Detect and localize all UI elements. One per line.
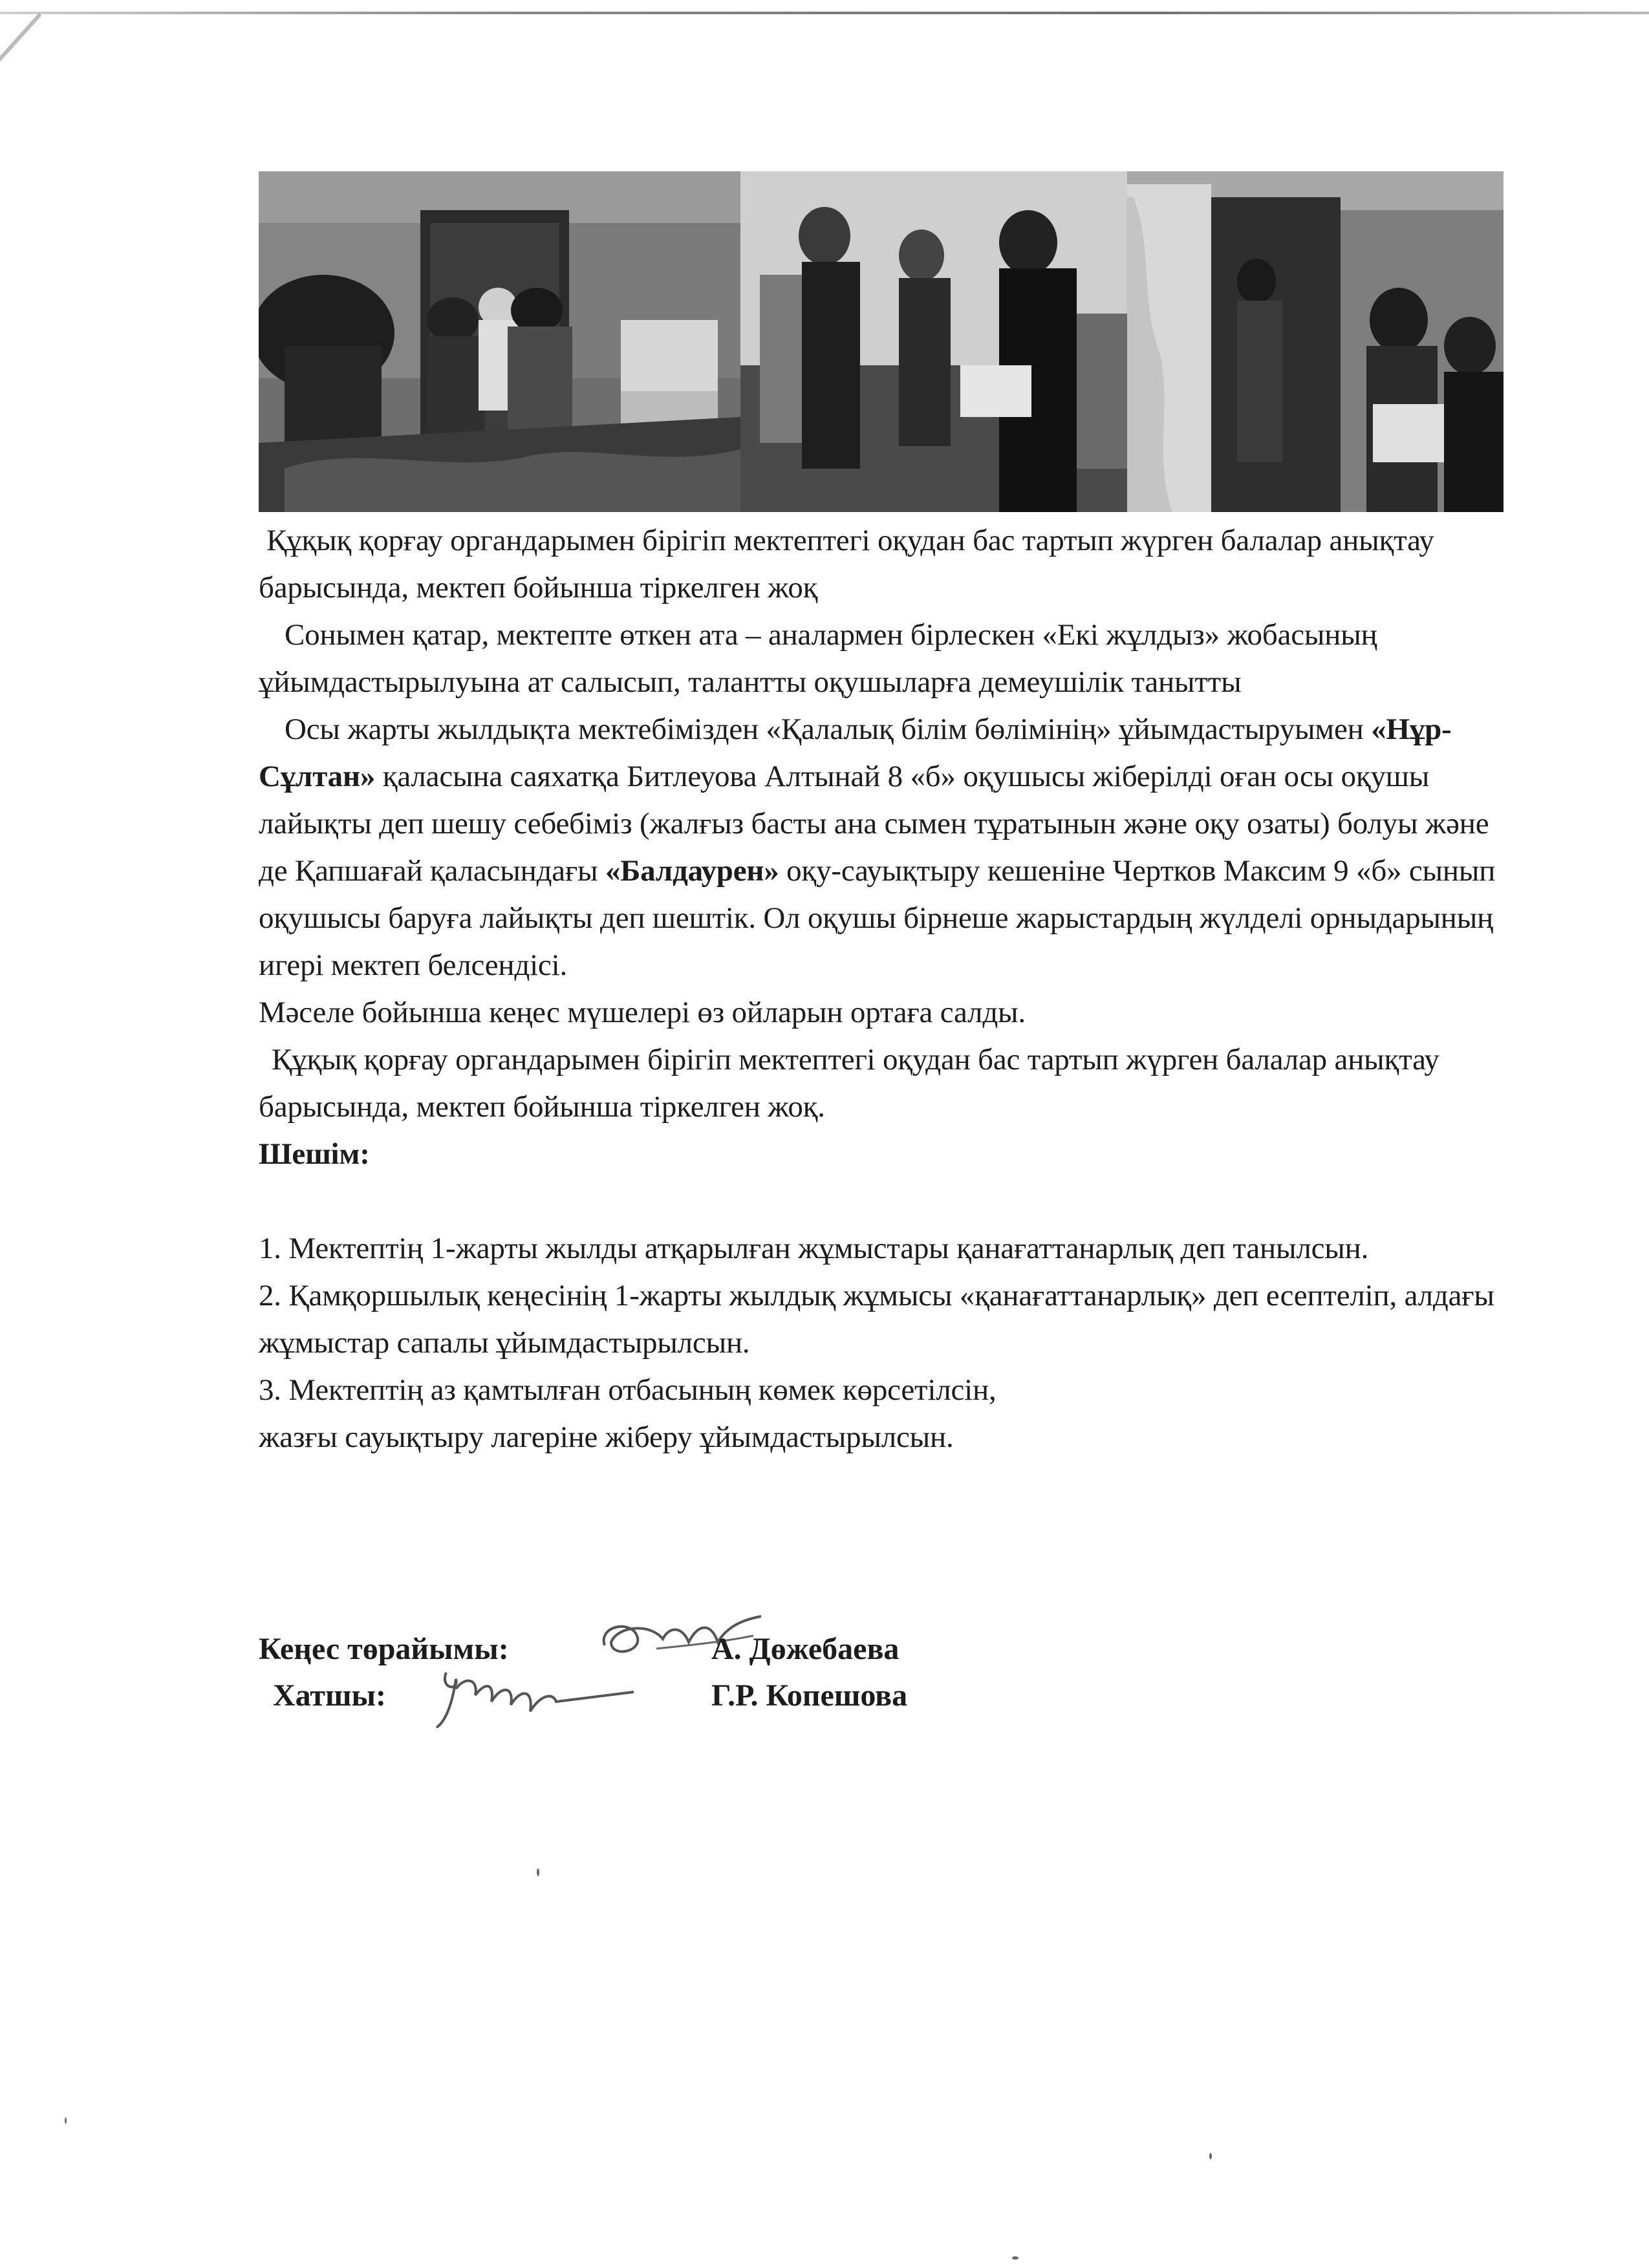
signature-block (259, 1626, 1164, 1719)
trip-text-part1: Осы жарты жылдықта мектебімізден «Қалалық білім бөлімінің» ұйымдастыруымен (285, 712, 1372, 746)
home-visit-photo-3 (1127, 171, 1503, 512)
paragraph-council-opinions: Мәселе бойынша кеңес мүшелері өз ойларын ортаға салды. (259, 996, 1026, 1029)
decision-heading: Шешім: (259, 1137, 370, 1171)
secretary-name: Г.Р. Копешова (711, 1678, 908, 1713)
paragraph-trip (259, 706, 1513, 989)
decision-item: 3. Мектептің аз қамтылған отбасының көмек көрсетілсін, (259, 1373, 997, 1407)
trip-city-name: «Нұр-Сұлтан» (259, 712, 1452, 793)
trip-camp-name: «Балдаурен» (605, 854, 779, 888)
decision-item: 2. Қамқоршылық кеңесінің 1-жарты жылдық жұмысы «қанағаттанарлық» деп есептеліп, алдағы жұмыстар сапалы ұйымдастырылсын. (259, 1279, 1494, 1360)
secretary-role-label: Хатшы: (273, 1678, 386, 1713)
paragraph-two-stars-project: Сонымен қатар, мектепте өткен ата – аналармен бірлескен «Екі жұлдыз» жобасының ұйымдастырылуына ат салысып, талантты оқушыларға демеушілік танытты (259, 618, 1377, 699)
spacer (259, 1178, 1513, 1225)
secretary-handwritten-signature (427, 1663, 640, 1734)
trip-text-part3: оқу-сауықтыру кешеніне Чертков Максим 9 «б» сынып оқушысы баруға лайықты деп шештік. Ол оқушы бірнеше жарыстардың жүлделі орныдарының игері мектеп белсендісі. (259, 854, 1496, 982)
scan-speck (65, 2117, 67, 2124)
scan-speck (1209, 2153, 1212, 2159)
signature-row-chair (259, 1626, 1164, 1673)
trip-text-part2: қаласына саяхатқа Битлеуова Алтынай 8 «б» оқушысы жіберілді оған осы оқушы лайықты деп шешу себебіміз (жалғыз басты ана сымен тұратынын және оқу озаты) болуы және де Қапшағай қаласындағы (259, 760, 1489, 888)
photo-strip (259, 171, 1503, 512)
chair-name: А. Дөжебаева (711, 1632, 900, 1666)
scan-artifact-line (0, 13, 41, 169)
scan-edge-line (0, 12, 1649, 14)
decision-item: 1. Мектептің 1-жарты жылды атқарылған жұмыстары қанағаттанарлық деп танылсын. (259, 1232, 1369, 1265)
chair-role-label: Кеңес төрайымы: (259, 1632, 509, 1666)
signature-row-secretary (259, 1673, 1164, 1719)
home-visit-photo-1 (259, 171, 740, 512)
scan-speck (1012, 2256, 1018, 2260)
paragraph-law-enforcement-repeat: Құқық қорғау органдарымен бірігіп мектептегі оқудан бас тартып жүрген балалар анықтау барысында, мектеп бойынша тіркелген жоқ. (259, 1043, 1439, 1124)
scan-speck (537, 1868, 539, 1876)
document-body (259, 517, 1513, 1461)
decision-item: жазғы сауықтыру лагеріне жіберу ұйымдастырылсын. (259, 1420, 954, 1454)
home-visit-photo-2 (740, 171, 1127, 512)
paragraph-law-enforcement: Құқық қорғау органдарымен бірігіп мектептегі оқудан бас тартып жүрген балалар анықтау барысында, мектеп бойынша тіркелген жоқ (259, 524, 1434, 604)
